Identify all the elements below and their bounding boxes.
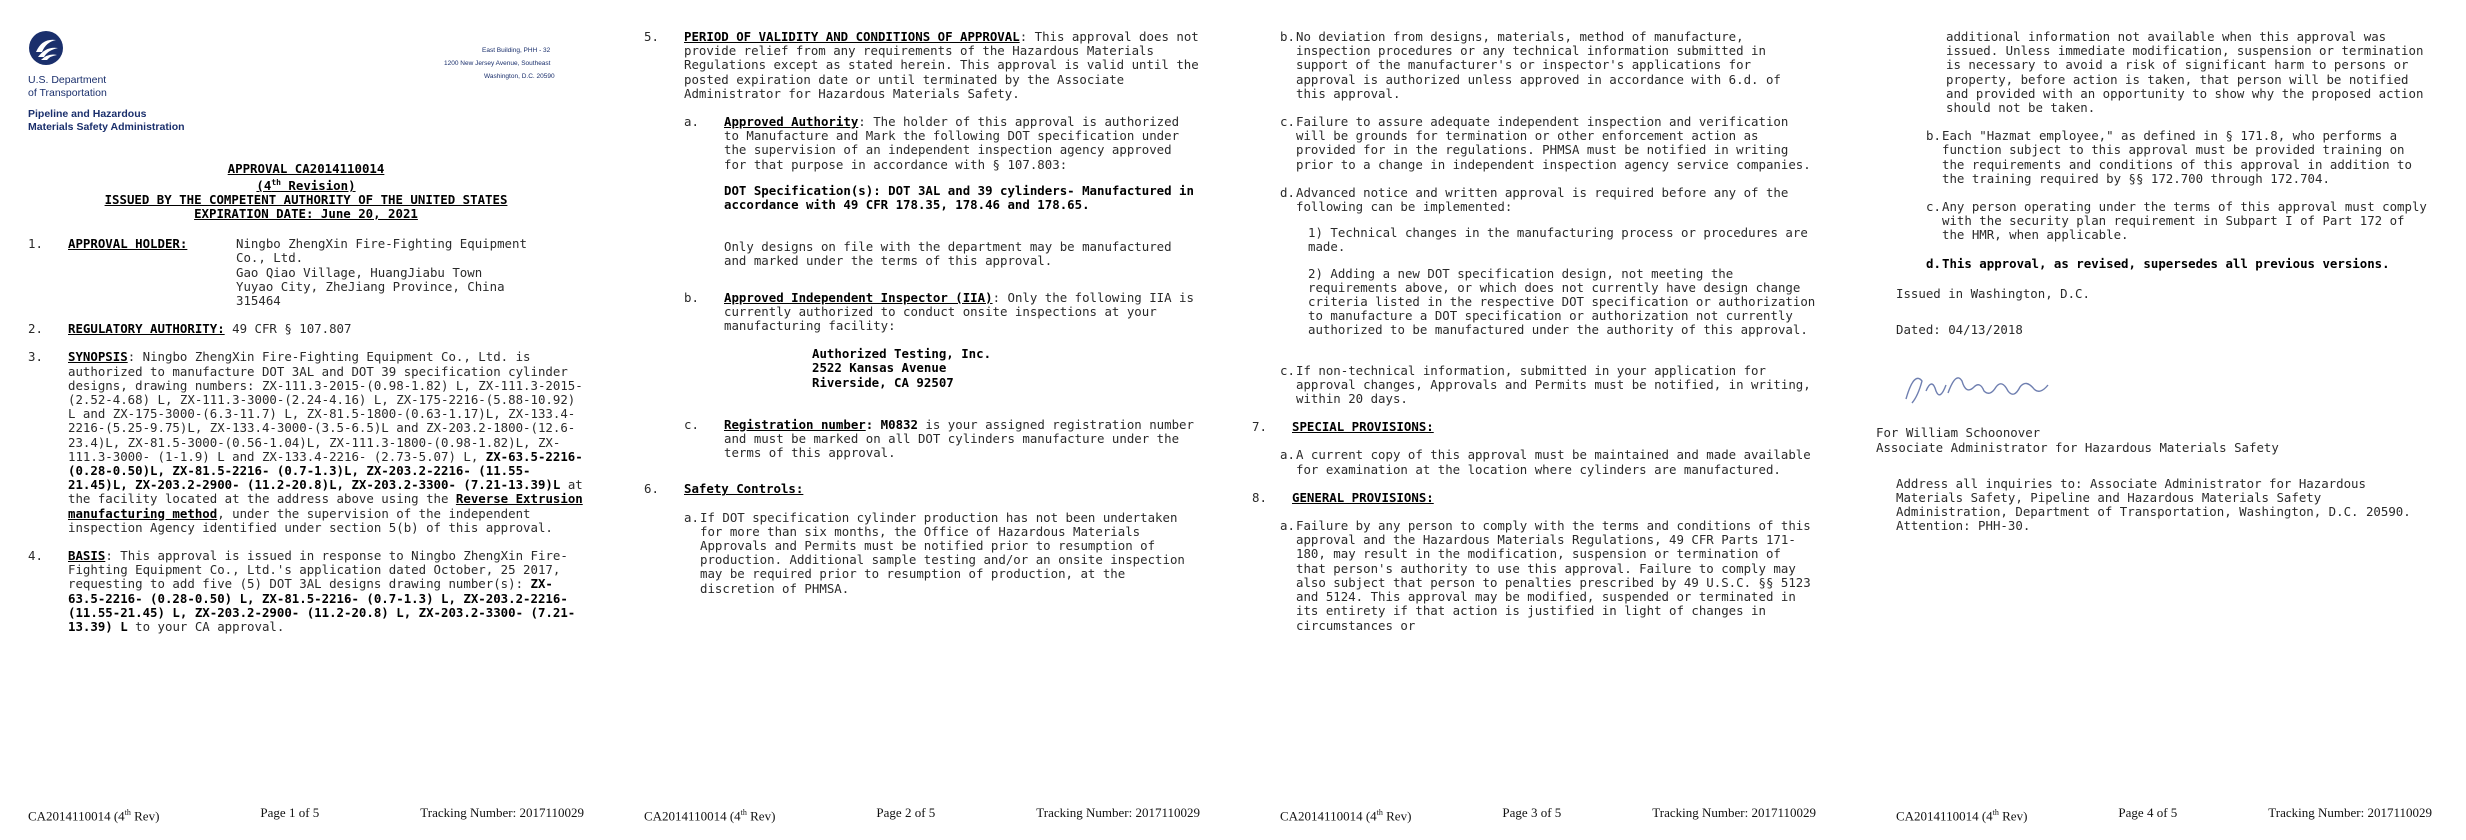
safety-control-b: b. No deviation from designs, materials, method of manufacture, inspection procedures or any technical information submitted in support of the manufacturer's or inspector's applications for approval is authorized unless approved in accordance with 6.d. of this approval. [1280,29,1781,101]
special-provision-a: a. A current copy of this approval must be maintained and made available for examination at the location where cylinders are manufactured. [1280,447,1811,477]
page-footer [1280,806,1816,824]
dot-specification: DOT Specification(s): DOT 3AL and 39 cylinders- Manufactured in accordance with 49 CFR 178.35, 178.46 and 178.65. [724,182,1194,213]
signer-line: For William Schoonover [1876,425,2041,441]
agency-line-1: Pipeline and Hazardous [28,108,147,120]
page-footer [644,806,1200,824]
issued-by-line: ISSUED BY THE COMPETENT AUTHORITY OF THE UNITED STATES [104,192,508,208]
signer-title: Associate Administrator for Hazardous Materials Safety [1876,439,2279,455]
footer-tracking: Tracking Number: 2017110029 [1652,805,1816,820]
letterhead-left [28,30,268,160]
designs-note: Only designs on file with the department may be manufactured and marked under the terms of this approval. [724,239,1172,269]
approved-authority: a. Approved Authority: The holder of this approval is authorized to Manufacture and Mark the following DOT specification under the supervision of an independent inspection agency approved for that purpose in accordance with § 107.803: DOT Specification(s): DOT 3AL and 39 cylinders- Manufactured in accordance with 49 CFR 178.35, 178.46 and 178.65. Only designs on file with the department may be manufactured and marked under the terms of this approval. [684,115,1200,269]
footer-doc-id: CA2014110014 (4th Rev) [644,808,776,824]
section-special-provisions: 7. SPECIAL PROVISIONS: [1252,419,1434,435]
dot-seal-icon [28,30,64,66]
inquiries-address: Address all inquiries to: Associate Administrator for Hazardous Materials Safety, Pipeline and Hazardous Materials Safety Administration, Department of Transportation, Washington, D.C. 20590. Attention: PHH-30. [1896,475,2411,534]
control-d-item-1: 1) Technical changes in the manufacturing process or procedures are made. [1308,225,1808,255]
signature [1896,351,2066,421]
address-line-2: 1200 New Jersey Avenue, Southeast [444,60,551,67]
general-provision-b: b. Each "Hazmat employee," as defined in § 171.8, who performs a function subject to this approval must be provided training on the requirements and conditions of this approval in addition to the training required by §§ 172.700 through 172.704. [1926,128,2412,186]
page-4 [1848,0,2448,840]
page-1 [0,0,600,840]
registration-number: c. Registration number: M0832 is your assigned registration number and must be marked on all DOT cylinders manufacture under the terms of this approval. [684,416,1194,461]
general-provision-a: a. Failure by any person to comply with the terms and conditions of this approval and the Hazardous Materials Regulations, 49 CFR Parts 171-180, may result in the modification, suspension or termination of that person's authority to use this approval. Failure to comply may also subject that person to penalties prescribed by 49 U.S.C. §§ 5123 and 5124. This approval may be modified, suspended or terminated in its entirety if that action is justified in light of changes in circumstances or [1280,518,1811,633]
general-provision-d: d. This approval, as revised, supersedes all previous versions. [1926,255,2390,271]
issued-location: Issued in Washington, D.C. [1896,285,2090,301]
section-general-provisions: 8. GENERAL PROVISIONS: [1252,489,1434,505]
revision-line: (4th Revision) [256,178,356,194]
approval-number: APPROVAL CA2014110014 [227,161,385,176]
section-period-of-validity: 5. PERIOD OF VALIDITY AND CONDITIONS OF APPROVAL: This approval does not provide relief from any requirements of the Hazardous Materials Regulations except as stated herein. This approval is valid until the posted expiration date or until terminated by the Associate Administrator for Hazardous Materials Safety. [644,29,1199,101]
expiration-line: EXPIRATION DATE: June 20, 2021 [194,206,418,222]
approval-holder-label: APPROVAL HOLDER: [68,236,188,252]
letterhead [28,30,584,160]
page-footer [28,806,584,824]
section-safety-controls: 6. Safety Controls: [644,481,804,497]
footer-tracking: Tracking Number: 2017110029 [2268,805,2432,820]
dept-line-1: U.S. Department [28,74,107,86]
footer-page-number: Page 1 of 5 [260,805,320,820]
safety-control-e: c. If non-technical information, submitted in your application for approval changes, Approvals and Permits must be notified, in writing, within 20 days. [1280,362,1811,407]
footer-page-number: Page 4 of 5 [2118,805,2178,820]
footer-tracking: Tracking Number: 2017110029 [1036,805,1200,820]
dept-line-2: of Transportation [28,87,107,99]
section-regulatory-authority: 2. REGULATORY AUTHORITY: 49 CFR § 107.807 [28,321,352,337]
footer-tracking: Tracking Number: 2017110029 [420,805,584,820]
safety-control-d: d. Advanced notice and written approval is required before any of the following can be implemented: 1) Technical changes in the manufacturing process or procedures are made. 2) Adding a new DOT specification design, not meeting the requirements above, or which does not currently have design change criteria listed in the respective DOT specification or authorization to manufacture a DOT specification or authorization not currently authorized to be manufactured under the authority of this approval. [1280,184,1816,338]
page-3 [1232,0,1832,840]
safety-control-a: a. If DOT specification cylinder production has not been undertaken for more than six months, the Office of Hazardous Materials Approvals and Permits must be notified prior to resumption of production. Additional sample testing and/or an onsite inspection may be required prior to resumption of production, at the discretion of PHMSA. [684,509,1185,596]
issue-date: Dated: 04/13/2018 [1896,322,2023,338]
footer-page-number: Page 3 of 5 [1502,805,1562,820]
holder-address: Ningbo ZhengXin Fire-Fighting Equipment Co., Ltd. Gao Qiao Village, HuangJiabu Town Yuyao City, ZheJiang Province, China 315464 [236,236,527,308]
iia-address: Authorized Testing, Inc. 2522 Kansas Avenue Riverside, CA 92507 [812,346,992,390]
footer-doc-id: CA2014110014 (4th Rev) [1896,808,2028,824]
safety-control-c: c. Failure to assure adequate independent inspection and verification will be grounds for termination or other enforcement action as provided for in the regulations. PHMSA must be notified in writing prior to a change in independent inspection agency service companies. [1280,114,1811,172]
section-synopsis: 3. SYNOPSIS: Ningbo ZhengXin Fire-Fighting Equipment Co., Ltd. is authorized to manufacture DOT 3AL and DOT 39 specification cylinder designs, drawing numbers: ZX-111.3-2015-(0.98-1.82) L, ZX-111.3-2015-(2.52-4.68) L, ZX-111.3-3000-(2.24-4.16) L, ZX-175-2216-(5.88-10.92) L and ZX-175-3000-(6.3-11.7) L, ZX-81.5-1800-(0.63-1.17)L, ZX-133.4-2216-(5.25-9.75)L, ZX-133.4-3000-(3.5-6.5)L and ZX-203.2-1800-(12.6-23.4)L, ZX-81.5-3000-(0.56-1.04)L, ZX-111.3-1800-(0.98-1.82)L, ZX-111.3-3000- (1-1.9) L and ZX-133.4-2216- (2.73-5.07) L, ZX-63.5-2216- (0.28-0.50)L, ZX-81.5-2216- (0.7-1.3)L, ZX-203.2-2216- (11.55-21.45)L, ZX-203.2-2900- (11.2-20.8)L, ZX-203.2-3300- (7.21-13.39)L at the facility located at the address above using the Reverse Extrusion manufacturing method, under the supervision of the independent inspection Agency identified under section 5(b) of this approval. [28,349,583,535]
general-provision-a-continued: additional information not available when this approval was issued. Unless immediate modification, suspension or termination is necessary to avoid a risk of significant harm to persons or property, before action is taken, that person will be notified and provided with an opportunity to show why the proposed action should not be taken. [1946,29,2424,116]
general-provision-c: c. Any person operating under the terms of this approval must comply with the security plan requirement in Subpart I of Part 172 of the HMR, when applicable. [1926,199,2427,243]
agency-line-2: Materials Safety Administration [28,121,185,133]
letterhead-address [444,30,584,160]
address-line-1: East Building, PHH - 32 [482,47,551,54]
address-line-3: Washington, D.C. 20590 [484,73,555,80]
page-2 [616,0,1216,840]
approved-independent-inspector: b. Approved Independent Inspector (IIA): Only the following IIA is currently authorized to conduct onsite inspections at your manufacturing facility: Authorized Testing, Inc. 2522 Kansas Avenue Riverside, CA 92507 [684,291,1200,404]
footer-doc-id: CA2014110014 (4th Rev) [1280,808,1412,824]
footer-doc-id: CA2014110014 (4th Rev) [28,808,160,824]
approval-title [28,162,584,221]
control-d-item-2: 2) Adding a new DOT specification design, not meeting the requirements above, or which does not currently have design change criteria listed in the respective DOT specification or authorization to manufacture a DOT specification or authorization not currently authorized to be manufactured under the authority of this approval. [1308,265,1816,338]
footer-page-number: Page 2 of 5 [876,805,936,820]
page-footer [1896,806,2432,824]
section-approval-holder: 1. APPROVAL HOLDER: Ningbo ZhengXin Fire-Fighting Equipment Co., Ltd. Gao Qiao Village, HuangJiabu Town Yuyao City, ZheJiang Province, China 315464 [28,236,527,308]
section-basis: 4. BASIS: This approval is issued in response to Ningbo ZhengXin Fire-Fighting Equipment Co., Ltd.'s application dated October, 25 2017, requesting to add five (5) DOT 3AL designs drawing number(s): ZX-63.5-2216- (0.28-0.50) L, ZX-81.5-2216- (0.7-1.3) L, ZX-203.2-2216- (11.55-21.45) L, ZX-203.2-2900- (11.2-20.8) L, ZX-203.2-3300- (7.21-13.39) L to your CA approval. [28,547,576,634]
